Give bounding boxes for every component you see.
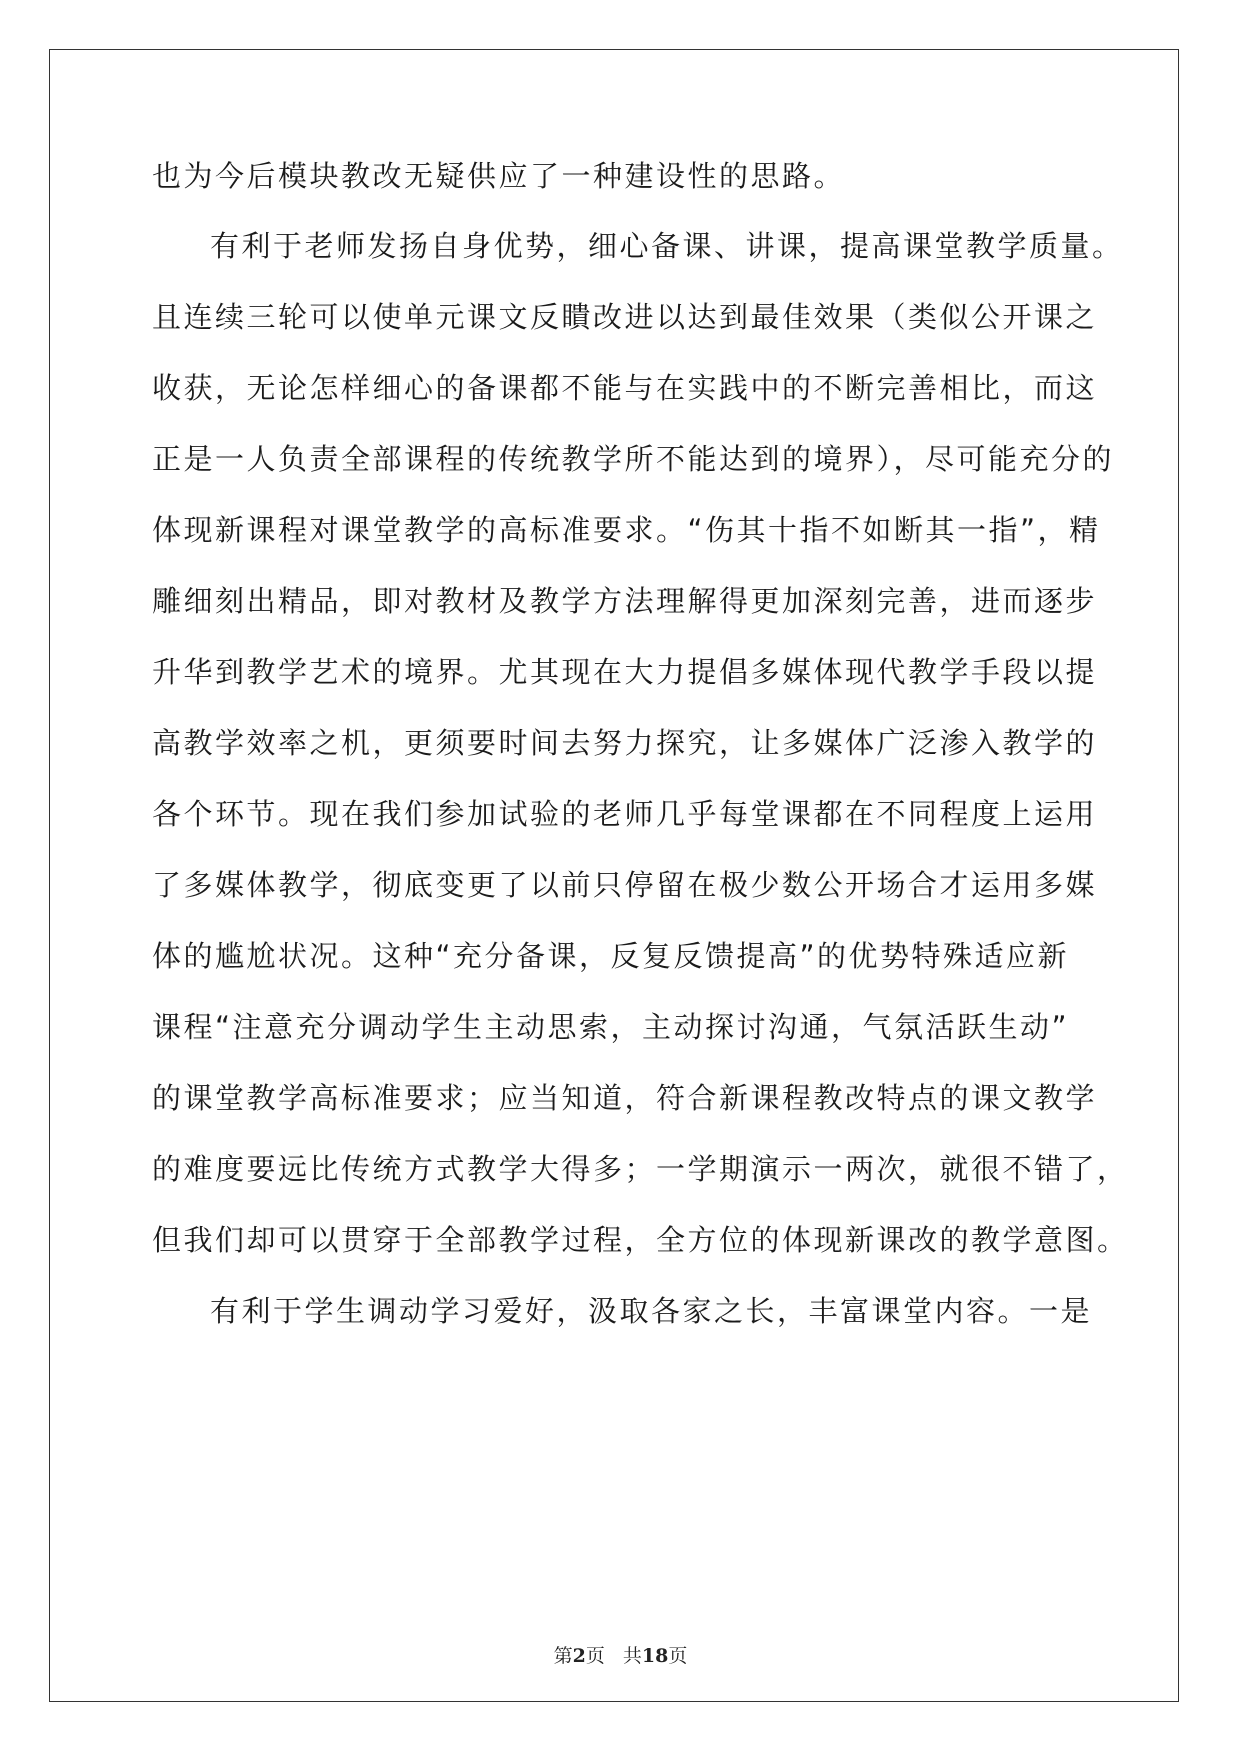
- text-line: 收获，无论怎样细心的备课都不能与在实践中的不断完善相比，而这: [152, 371, 1098, 405]
- page-suffix: 页: [585, 1645, 605, 1667]
- text-line: 体现新课程对课堂教学的高标准要求。“伤其十指不如断其一指”，精: [152, 513, 1101, 547]
- text-line: 体的尴尬状况。这种“充分备课，反复反馈提高”的优势特殊适应新: [152, 939, 1070, 973]
- text-line: 各个环节。现在我们参加试验的老师几乎每堂课都在不同程度上运用: [152, 797, 1098, 831]
- page-prefix: 第: [553, 1645, 573, 1667]
- text-line: 了多媒体教学，彻底变更了以前只停留在极少数公开场合才运用多媒: [152, 868, 1098, 902]
- paragraph-first-line: 有利于老师发扬自身优势，细心备课、讲课，提高课堂教学质量。: [210, 229, 1124, 263]
- text-line: 雕细刻出精品，即对教材及教学方法理解得更加深刻完善，进而逐步: [152, 584, 1098, 618]
- paragraph-first-line: 有利于学生调动学习爱好，汲取各家之长，丰富课堂内容。一是: [210, 1294, 1093, 1328]
- total-pages: 18: [641, 1645, 669, 1667]
- text-line: 也为今后模块教改无疑供应了一种建设性的思路。: [152, 159, 846, 193]
- total-suffix: 页: [668, 1645, 688, 1667]
- text-line: 课程“注意充分调动学生主动思索，主动探讨沟通，气氛活跃生动”: [152, 1010, 1070, 1044]
- page-number: 2: [572, 1645, 586, 1667]
- total-prefix: 共: [622, 1645, 642, 1667]
- text-line: 且连续三轮可以使单元课文反瞶改进以达到最佳效果（类似公开课之: [152, 300, 1098, 334]
- text-line: 升华到教学艺术的境界。尤其现在大力提倡多媒体现代教学手段以提: [152, 655, 1098, 689]
- text-line: 的难度要远比传统方式教学大得多；一学期演示一两次，就很不错了，: [152, 1152, 1129, 1186]
- text-line: 但我们却可以贯穿于全部教学过程，全方位的体现新课改的教学意图。: [152, 1223, 1129, 1257]
- text-line: 高教学效率之机，更须要时间去努力探究，让多媒体广泛渗入教学的: [152, 726, 1098, 760]
- text-line: 正是一人负责全部课程的传统教学所不能达到的境界），尽可能充分的: [152, 442, 1115, 476]
- page-footer: [0, 1641, 1241, 1668]
- text-line: 的课堂教学高标准要求；应当知道，符合新课程教改特点的课文教学: [152, 1081, 1098, 1115]
